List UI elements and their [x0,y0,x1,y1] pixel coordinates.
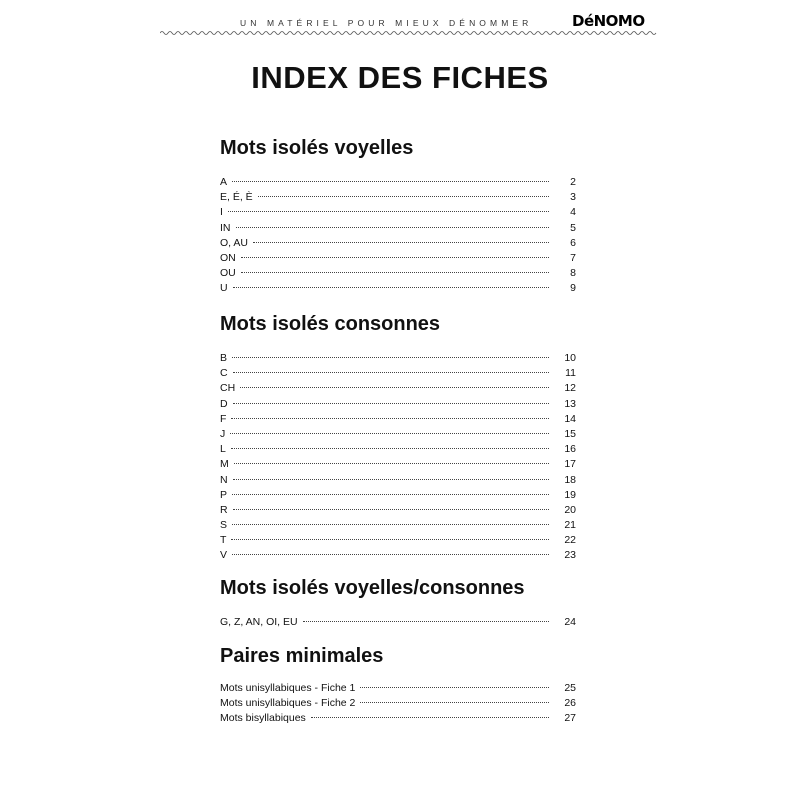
entry-page-number: 2 [570,176,576,188]
dot-leader [360,702,549,703]
dot-leader [231,539,549,540]
index-entry [220,711,576,726]
index-entry [220,281,576,296]
index-entry [220,351,576,366]
entry-label: D [220,397,228,410]
entry-page-number: 3 [570,191,576,204]
index-entry [220,615,576,630]
index-entry [220,427,576,442]
index-entry [220,266,576,281]
section-consonnes [220,313,576,564]
entry-list [220,351,576,564]
dot-leader [228,211,549,212]
entry-page-number: 25 [564,682,576,694]
section-title: Mots isolés consonnes [220,313,441,335]
index-entry [220,473,576,488]
dot-leader [233,509,549,510]
entry-page-number: 4 [570,206,576,219]
dot-leader [241,257,549,258]
entry-page-number: 15 [564,427,576,440]
entry-page-number: 27 [564,712,576,725]
header-tagline: UN MATÉRIEL POUR MIEUX DÉNOMMER [240,18,533,28]
entry-label: V [220,549,228,562]
entry-label: U [220,282,228,295]
index-entry [220,397,576,412]
index-entry [220,412,576,427]
entry-page-number: 8 [570,267,576,280]
index-entry [220,696,576,711]
page-header [160,10,658,42]
dot-leader [233,287,549,288]
entry-label: A [220,176,228,188]
entry-page-number: 20 [564,503,576,516]
entry-page-number: 19 [564,488,576,501]
dot-leader [240,387,549,388]
entry-page-number: 23 [564,549,576,562]
entry-page-number: 24 [564,616,576,628]
entry-label: J [220,427,226,440]
index-entry [220,381,576,396]
entry-page-number: 11 [565,367,576,380]
dot-leader [233,403,549,404]
section-paires-minimales [220,645,576,727]
dot-leader [233,479,549,480]
index-entry [220,205,576,220]
entry-page-number: 14 [564,412,576,425]
index-entry [220,236,576,251]
entry-page-number: 6 [570,236,576,249]
section-voyelles [220,137,576,297]
entry-label: L [220,443,226,456]
index-entry [220,190,576,205]
entry-page-number: 16 [564,443,576,456]
index-entry [220,442,576,457]
entry-list [220,175,576,297]
entry-label: ON [220,251,236,264]
entry-label: M [220,458,229,471]
section-voyelles-consonnes [220,577,576,630]
dot-leader [311,717,549,718]
entry-page-number: 17 [564,458,576,471]
dot-leader [232,357,549,358]
dot-leader [360,687,549,688]
section-title: Mots isolés voyelles/consonnes [220,577,525,599]
entry-label: P [220,488,228,501]
index-entry [220,251,576,266]
index-entry [220,221,576,236]
dot-leader [241,272,549,273]
index-entry [220,533,576,548]
dot-leader [234,463,549,464]
section-title: Paires minimales [220,645,384,667]
entry-label: Mots unisyllabiques - Fiche 2 [220,697,356,710]
entry-label: CH [220,382,236,395]
entry-page-number: 7 [570,251,576,264]
index-entry [220,488,576,503]
index-entry [220,548,576,563]
entry-page-number: 26 [564,697,576,710]
dot-leader [231,418,549,419]
dot-leader [232,554,549,555]
logo-text: DéNOMO [572,12,645,30]
entry-label: IN [220,221,231,234]
index-entry [220,175,576,190]
dot-leader [233,372,549,373]
entry-page-number: 13 [564,397,576,410]
entry-label: Mots bisyllabiques [220,712,306,725]
dot-leader [258,196,549,197]
entry-list [220,615,576,630]
entry-page-number: 5 [570,221,576,234]
entry-label: R [220,503,228,516]
denomo-logo [572,10,645,32]
dot-leader [230,433,549,434]
index-entry [220,503,576,518]
entry-label: N [220,473,228,486]
entry-label: Mots unisyllabiques - Fiche 1 [220,682,356,694]
entry-label: F [220,412,227,425]
entry-label: O, AU [220,236,249,249]
entry-label: B [220,352,228,364]
entry-label: C [220,367,228,380]
entry-page-number: 22 [564,534,576,547]
entry-label: E, É, È [220,191,253,204]
dot-leader [231,448,549,449]
entry-label: G, Z, AN, OI, EU [220,616,298,628]
entry-label: OU [220,267,236,280]
entry-label: S [220,519,228,532]
entry-page-number: 21 [564,519,576,532]
index-entry [220,457,576,472]
entry-label: I [220,206,223,219]
dot-leader [303,621,549,622]
dot-leader [232,494,549,495]
entry-page-number: 18 [564,473,576,486]
dot-leader [236,227,550,228]
page-title: INDEX DES FICHES [251,60,549,95]
dot-leader [232,524,549,525]
entry-page-number: 9 [570,282,576,295]
index-entry [220,681,576,696]
entry-label: T [220,534,227,547]
dot-leader [232,181,549,182]
section-title: Mots isolés voyelles [220,137,414,159]
index-entry [220,366,576,381]
dot-leader [253,242,549,243]
entry-page-number: 12 [564,382,576,395]
index-entry [220,518,576,533]
entry-list [220,681,576,727]
entry-page-number: 10 [564,352,576,364]
